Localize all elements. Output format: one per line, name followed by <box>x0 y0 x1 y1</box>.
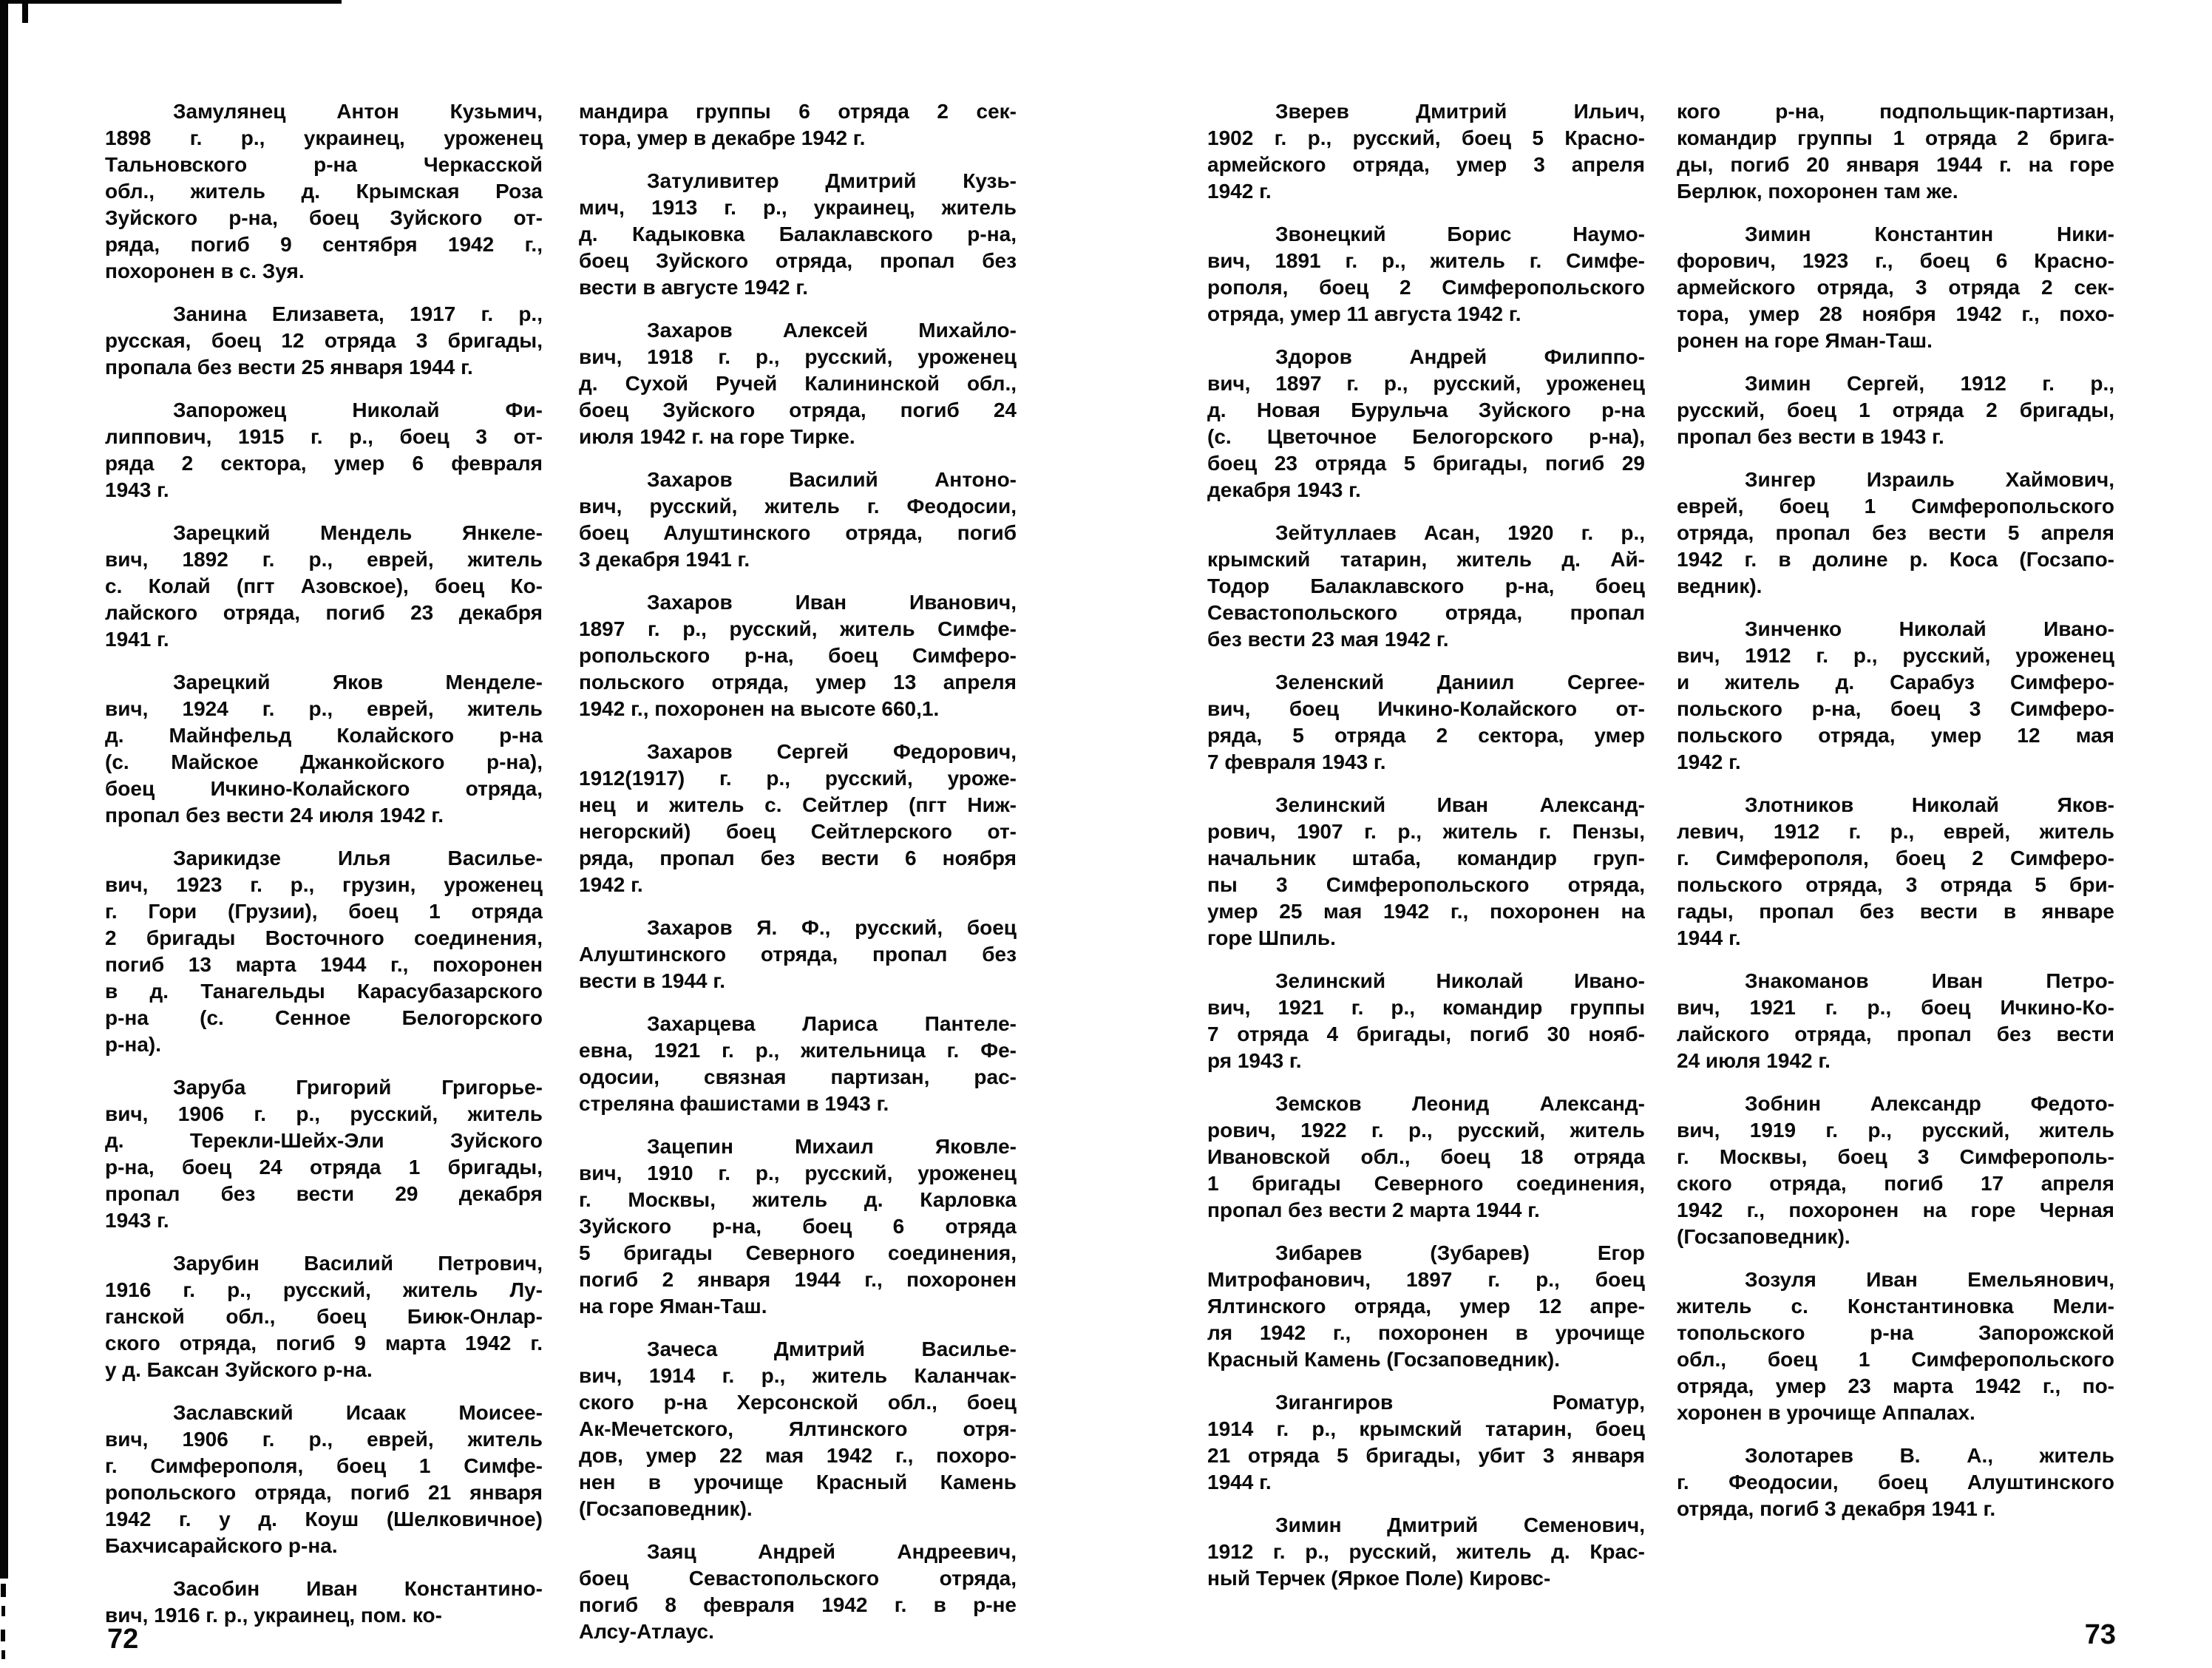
entry-line: похоронен в с. Зуя. <box>105 260 305 282</box>
memorial-entry <box>105 98 543 285</box>
entry-line: вести в 1944 г. <box>579 969 726 992</box>
entry-line: Зобнин Александр Федото- <box>1745 1092 2114 1115</box>
memorial-entry <box>579 739 1017 898</box>
entry-line: Зацепин Михаил Яковле- <box>647 1135 1017 1158</box>
memorial-entry <box>1677 1091 2114 1250</box>
entry-line: д. Новая Бурульча Зуйского р-на <box>1207 399 1645 421</box>
entry-line: евна, 1921 г. р., жительница г. Фе- <box>579 1039 1017 1062</box>
entry-line: еврей, боец 1 Симферопольского <box>1677 495 2114 518</box>
entry-line: 1914 г. р., крымский татарин, боец <box>1207 1417 1645 1440</box>
entry-line: 1942 г., похоронен на горе Черная <box>1677 1199 2114 1221</box>
entry-line: 7 отряда 4 бригады, погиб 30 нояб- <box>1207 1023 1645 1045</box>
entry-line: отряда, умер 11 августа 1942 г. <box>1207 302 1521 325</box>
scan-edge-speck <box>1 1630 5 1641</box>
entry-line: обл., житель д. Крымская Роза <box>105 180 543 203</box>
entry-line: Берлюк, похоронен там же. <box>1677 180 1958 203</box>
scan-edge-left-bar <box>0 0 8 1579</box>
entry-line: ря 1943 г. <box>1207 1049 1302 1072</box>
entry-line: 1942 г. <box>579 873 643 896</box>
entry-line: 1942 г. у д. Коуш (Шелковичное) <box>105 1508 543 1530</box>
entry-line: боец Зуйского отряда, погиб 24 <box>579 399 1017 421</box>
entry-line: русская, боец 12 отряда 3 бригады, <box>105 329 543 352</box>
entry-line: Здоров Андрей Филиппо- <box>1275 345 1645 368</box>
memorial-entry <box>579 1539 1017 1645</box>
entry-line: пропал без вести 24 июля 1942 г. <box>105 804 444 827</box>
entry-line: без вести 23 мая 1942 г. <box>1207 628 1449 651</box>
memorial-entry <box>579 168 1017 301</box>
entry-line: г. Симферополя, боец 2 Симферо- <box>1677 847 2114 869</box>
entry-line: дов, умер 22 мая 1942 г., похоро- <box>579 1444 1017 1467</box>
entry-line: вич, 1897 г. р., русский, уроженец <box>1207 372 1645 395</box>
entry-line: лайского отряда, погиб 23 декабря <box>105 601 543 624</box>
entry-line: горе Шпиль. <box>1207 926 1336 949</box>
entry-line: ского отряда, погиб 9 марта 1942 г. <box>105 1332 543 1355</box>
text-column-2 <box>579 98 1017 1661</box>
entry-line: д. Сухой Ручей Калининской обл., <box>579 372 1017 395</box>
memorial-entry <box>579 317 1017 450</box>
entry-line: вич, 1918 г. р., русский, уроженец <box>579 345 1017 368</box>
entry-line: р-на (с. Сенное Белогорского <box>105 1006 543 1029</box>
entry-line: Замулянец Антон Кузьмич, <box>173 100 543 123</box>
memorial-entry <box>105 520 543 653</box>
entry-line: пропал без вести 2 марта 1944 г. <box>1207 1199 1540 1221</box>
entry-line: Захаров Я. Ф., русский, боец <box>647 916 1017 939</box>
entry-line: на горе Яман-Таш. <box>579 1295 767 1318</box>
entry-line: Заруба Григорий Григорье- <box>173 1076 543 1099</box>
entry-line: Зелинский Николай Ивано- <box>1275 969 1645 992</box>
entry-line: рополя, боец 2 Симферопольского <box>1207 276 1645 299</box>
entry-line: 1 бригады Северного соединения, <box>1207 1172 1645 1195</box>
entry-line: июля 1942 г. на горе Тирке. <box>579 425 855 448</box>
memorial-entry <box>1677 616 2114 776</box>
entry-line: Захаров Алексей Михайло- <box>647 319 1017 342</box>
entry-line: стреляна фашистами в 1943 г. <box>579 1092 889 1115</box>
entry-line: ского р-на Херсонской обл., боец <box>579 1391 1017 1414</box>
entry-line: Тальновского р-на Черкасской <box>105 153 543 176</box>
entry-line: армейского отряда, умер 3 апреля <box>1207 153 1645 176</box>
memorial-entry <box>579 915 1017 994</box>
memorial-entry <box>579 1133 1017 1320</box>
text-column-4 <box>1677 98 2114 1539</box>
entry-line: вич, боец Ичкино-Колайского от- <box>1207 697 1645 720</box>
entry-line: Заяц Андрей Андреевич, <box>647 1540 1017 1563</box>
entry-line: боец Севастопольского отряда, <box>579 1567 1017 1590</box>
entry-line: 1942 г. в долине р. Коса (Госзапо- <box>1677 548 2114 571</box>
entry-line: Тодор Балаклавского р-на, боец <box>1207 574 1645 597</box>
entry-line: г. Феодосии, боец Алуштинского <box>1677 1471 2114 1494</box>
entry-line: (Госзаповедник). <box>579 1497 753 1520</box>
entry-line: 1942 г., похоронен на высоте 660,1. <box>579 697 940 720</box>
entry-line: Зарикидзе Илья Василье- <box>173 847 543 869</box>
entry-line: польского отряда, умер 13 апреля <box>579 671 1017 694</box>
entry-line: Зуйского р-на, боец 6 отряда <box>579 1215 1017 1238</box>
memorial-entry <box>1677 1442 2114 1522</box>
entry-line: Митрофанович, 1897 г. р., боец <box>1207 1268 1645 1291</box>
entry-line: отряда, пропал без вести 5 апреля <box>1677 521 2114 544</box>
entry-line: Бахчисарайского р-на. <box>105 1534 338 1557</box>
scan-edge-speck <box>1 1606 5 1616</box>
entry-line: г. Гори (Грузии), боец 1 отряда <box>105 900 543 923</box>
scan-edge-speck <box>22 3 28 23</box>
memorial-entry <box>1207 669 1645 776</box>
memorial-entry <box>579 1336 1017 1522</box>
entry-line: ронен на горе Яман-Таш. <box>1677 329 1933 352</box>
entry-line: декабря 1943 г. <box>1207 478 1361 501</box>
entry-line: Зарецкий Мендель Янкеле- <box>173 521 543 544</box>
entry-line: боец Ичкино-Колайского отряда, <box>105 777 543 800</box>
entry-line: 1944 г. <box>1207 1471 1272 1494</box>
entry-line: (с. Цветочное Белогорского р-на), <box>1207 425 1645 448</box>
entry-line: ского отряда, погиб 17 апреля <box>1677 1172 2114 1195</box>
memorial-entry-continuation <box>1677 98 2114 205</box>
entry-line: Зигангиров Роматур, <box>1275 1391 1645 1414</box>
entry-line: липпович, 1915 г. р., боец 3 от- <box>105 425 543 448</box>
entry-line: вич, 1923 г. р., грузин, уроженец <box>105 873 543 896</box>
entry-line: Занина Елизавета, 1917 г. р., <box>173 302 543 325</box>
entry-line: тора, умер в декабре 1942 г. <box>579 126 866 149</box>
entry-line: вич, 1892 г. р., еврей, житель <box>105 548 543 571</box>
entry-line: ряда, пропал без вести 6 ноября <box>579 847 1017 869</box>
entry-line: д. Майнфельд Колайского р-на <box>105 724 543 747</box>
entry-line: Севастопольского отряда, пропал <box>1207 601 1645 624</box>
entry-line: г. Москвы, боец 3 Симферополь- <box>1677 1145 2114 1168</box>
entry-line: вич, 1921 г. р., командир группы <box>1207 996 1645 1019</box>
entry-line: лайского отряда, пропал без вести <box>1677 1023 2114 1045</box>
entry-line: вич, 1891 г. р., житель г. Симфе- <box>1207 249 1645 272</box>
entry-line: 2 бригады Восточного соединения, <box>105 926 543 949</box>
entry-line: армейского отряда, 3 отряда 2 сек- <box>1677 276 2114 299</box>
entry-line: Захаров Василий Антоно- <box>647 468 1017 491</box>
entry-line: 1912(1917) г. р., русский, уроже- <box>579 767 1017 790</box>
memorial-entry <box>1207 1389 1645 1496</box>
entry-line: Зарубин Василий Петрович, <box>173 1252 543 1275</box>
entry-line: Зарецкий Яков Менделе- <box>173 671 543 694</box>
entry-line: Захаров Иван Иванович, <box>647 591 1017 614</box>
entry-line: 7 февраля 1943 г. <box>1207 750 1386 773</box>
entry-line: форович, 1923 г., боец 6 Красно- <box>1677 249 2114 272</box>
entry-line: Алсу-Атлаус. <box>579 1620 714 1643</box>
entry-line: д. Терекли-Шейх-Эли Зуйского <box>105 1129 543 1152</box>
entry-line: пропал без вести 29 декабря <box>105 1182 543 1205</box>
scan-edge-speck <box>1 1650 5 1659</box>
entry-line: мандира группы 6 отряда 2 сек- <box>579 100 1017 123</box>
entry-line: (Госзаповедник). <box>1677 1225 1850 1248</box>
memorial-entry <box>105 1250 543 1383</box>
entry-line: умер 25 мая 1942 г., похоронен на <box>1207 900 1645 923</box>
entry-line: Золотарев В. А., житель <box>1745 1444 2114 1467</box>
memorial-entry <box>1677 792 2114 952</box>
memorial-entry <box>105 845 543 1058</box>
entry-line: польского р-на, боец 3 Симферо- <box>1677 697 2114 720</box>
entry-line: 5 бригады Северного соединения, <box>579 1241 1017 1264</box>
entry-line: боец Алуштинского отряда, погиб <box>579 521 1017 544</box>
memorial-entry <box>1207 1240 1645 1373</box>
entry-line: ряда, погиб 9 сентября 1942 г., <box>105 233 543 256</box>
entry-line: крымский татарин, житель д. Ай- <box>1207 548 1645 571</box>
entry-line: Зуйского р-на, боец Зуйского от- <box>105 206 543 229</box>
entry-line: у д. Баксан Зуйского р-на. <box>105 1358 373 1381</box>
entry-line: кого р-на, подпольщик-партизан, <box>1677 100 2114 123</box>
memorial-entry <box>1207 520 1645 653</box>
text-column-1 <box>105 98 543 1645</box>
entry-line: 24 июля 1942 г. <box>1677 1049 1831 1072</box>
entry-line: Зингер Израиль Хаймович, <box>1745 468 2114 491</box>
entry-line: рович, 1907 г. р., житель г. Пензы, <box>1207 820 1645 843</box>
memorial-entry <box>105 1074 543 1234</box>
entry-line: погиб 2 января 1944 г., похоронен <box>579 1268 1017 1291</box>
entry-line: Захарцева Лариса Пантеле- <box>647 1012 1017 1035</box>
entry-line: 1897 г. р., русский, житель Симфе- <box>579 617 1017 640</box>
entry-line: ряда 2 сектора, умер 6 февраля <box>105 452 543 475</box>
entry-line: Ак-Мечетского, Ялтинского отря- <box>579 1417 1017 1440</box>
entry-line: Зачеса Дмитрий Василье- <box>647 1338 1017 1360</box>
memorial-entry <box>1677 221 2114 354</box>
entry-line: вич, 1910 г. р., русский, уроженец <box>579 1162 1017 1184</box>
memorial-entry <box>1677 467 2114 600</box>
entry-line: командир группы 1 отряда 2 брига- <box>1677 126 2114 149</box>
entry-line: Красный Камень (Госзаповедник). <box>1207 1348 1561 1371</box>
memorial-entry <box>105 301 543 381</box>
entry-line: вести в августе 1942 г. <box>579 276 808 299</box>
entry-line: топольского р-на Запорожской <box>1677 1321 2114 1344</box>
entry-line: Ялтинского отряда, умер 12 апре- <box>1207 1295 1645 1318</box>
memorial-entry <box>105 1576 543 1629</box>
entry-line: мич, 1913 г. р., украинец, житель <box>579 196 1017 219</box>
entry-line: начальник штаба, командир груп- <box>1207 847 1645 869</box>
entry-line: 1943 г. <box>105 478 169 501</box>
entry-line: 1912 г. р., русский, житель д. Крас- <box>1207 1540 1645 1563</box>
entry-line: погиб 13 марта 1944 г., похоронен <box>105 953 543 976</box>
entry-line: д. Кадыковка Балаклавского р-на, <box>579 223 1017 245</box>
entry-line: Зейтуллаев Асан, 1920 г. р., <box>1275 521 1645 544</box>
entry-line: Алуштинского отряда, пропал без <box>579 943 1017 966</box>
memorial-entry <box>105 1400 543 1559</box>
entry-line: вич, 1924 г. р., еврей, житель <box>105 697 543 720</box>
entry-line: польского отряда, 3 отряда 5 бри- <box>1677 873 2114 896</box>
scan-edge-top-strip <box>0 0 342 4</box>
entry-line: вич, 1921 г. р., боец Ичкино-Ко- <box>1677 996 2114 1019</box>
entry-line: вич, 1914 г. р., житель Каланчак- <box>579 1364 1017 1387</box>
memorial-entry <box>1677 370 2114 450</box>
entry-line: Зелинский Иван Александ- <box>1275 793 1645 816</box>
entry-line: польского отряда, умер 12 мая <box>1677 724 2114 747</box>
entry-line: 1898 г. р., украинец, уроженец <box>105 126 543 149</box>
entry-line: ведник). <box>1677 574 1763 597</box>
entry-line: р-на, боец 24 отряда 1 бригады, <box>105 1156 543 1179</box>
entry-line: вич, 1919 г. р., русский, житель <box>1677 1119 2114 1142</box>
entry-line: 1902 г. р., русский, боец 5 Красно- <box>1207 126 1645 149</box>
entry-line: Звонецкий Борис Наумо- <box>1275 223 1645 245</box>
entry-line: Зибарев (Зубарев) Егор <box>1275 1241 1645 1264</box>
entry-line: Зеленский Даниил Сергее- <box>1275 671 1645 694</box>
entry-line: Злотников Николай Яков- <box>1745 793 2114 816</box>
entry-line: Зимин Сергей, 1912 г. р., <box>1745 372 2114 395</box>
entry-line: негорский) боец Сейтлерского от- <box>579 820 1017 843</box>
entry-line: нец и житель с. Сейтлер (пгт Ниж- <box>579 793 1017 816</box>
entry-line: тора, умер 28 ноября 1942 г., похо- <box>1677 302 2114 325</box>
entry-line: отряда, умер 23 марта 1942 г., по- <box>1677 1374 2114 1397</box>
page-number-right: 73 <box>2084 1619 2116 1650</box>
entry-line: русский, боец 1 отряда 2 бригады, <box>1677 399 2114 421</box>
entry-line: Засобин Иван Константино- <box>173 1577 543 1600</box>
entry-line: ропольского отряда, погиб 21 января <box>105 1481 543 1504</box>
entry-line: пропал без вести в 1943 г. <box>1677 425 1944 448</box>
entry-line: Земсков Леонид Александ- <box>1275 1092 1645 1115</box>
entry-line: Затуливитер Дмитрий Кузь- <box>647 169 1017 192</box>
entry-line: Зверев Дмитрий Ильич, <box>1275 100 1645 123</box>
memorial-entry <box>1207 792 1645 952</box>
entry-line: житель с. Константиновка Мели- <box>1677 1295 2114 1318</box>
entry-line: 21 отряда 5 бригады, убит 3 января <box>1207 1444 1645 1467</box>
entry-line: в д. Танагельды Карасубазарского <box>105 980 543 1003</box>
entry-line: ля 1942 г., похоронен в урочище <box>1207 1321 1645 1344</box>
memorial-entry <box>1207 98 1645 205</box>
entry-line: Запорожец Николай Фи- <box>173 399 543 421</box>
entry-line: рович, 1922 г. р., русский, житель <box>1207 1119 1645 1142</box>
entry-line: р-на). <box>105 1033 162 1056</box>
entry-line: обл., боец 1 Симферопольского <box>1677 1348 2114 1371</box>
entry-line: Зимин Дмитрий Семенович, <box>1275 1513 1645 1536</box>
memorial-entry <box>105 669 543 829</box>
entry-line: вич, 1906 г. р., еврей, житель <box>105 1428 543 1451</box>
entry-line: Зимин Константин Ники- <box>1745 223 2114 245</box>
memorial-entry-continuation <box>579 98 1017 152</box>
entry-line: ный Терчек (Яркое Поле) Кировс- <box>1207 1567 1551 1590</box>
entry-line: Зозуля Иван Емельянович, <box>1745 1268 2114 1291</box>
entry-line: с. Колай (пгт Азовское), боец Ко- <box>105 574 543 597</box>
entry-line: 1942 г. <box>1207 180 1272 203</box>
entry-line: одосии, связная партизан, рас- <box>579 1065 1017 1088</box>
entry-line: г. Москвы, житель д. Карловка <box>579 1188 1017 1211</box>
memorial-entry <box>1207 1512 1645 1592</box>
entry-line: и житель д. Сарабуз Симферо- <box>1677 671 2114 694</box>
entry-line: отряда, погиб 3 декабря 1941 г. <box>1677 1497 1996 1520</box>
memorial-entry <box>1677 1267 2114 1426</box>
entry-line: Зинченко Николай Ивано- <box>1745 617 2114 640</box>
memorial-entry <box>579 467 1017 573</box>
entry-line: ряда, 5 отряда 2 сектора, умер <box>1207 724 1645 747</box>
entry-line: нен в урочище Красный Камень <box>579 1471 1017 1494</box>
entry-line: 3 декабря 1941 г. <box>579 548 750 571</box>
entry-line: пы 3 Симферопольского отряда, <box>1207 873 1645 896</box>
entry-line: г. Симферополя, боец 1 Симфе- <box>105 1454 543 1477</box>
page-number-left: 72 <box>107 1624 139 1655</box>
memorial-entry <box>1207 221 1645 328</box>
entry-line: вич, 1912 г. р., русский, уроженец <box>1677 644 2114 667</box>
memorial-entry <box>1677 968 2114 1074</box>
entry-line: Ивановской обл., боец 18 отряда <box>1207 1145 1645 1168</box>
entry-line: 1943 г. <box>105 1209 169 1232</box>
text-column-3 <box>1207 98 1645 1608</box>
memorial-entry <box>105 397 543 504</box>
entry-line: 1944 г. <box>1677 926 1741 949</box>
entry-line: Захаров Сергей Федорович, <box>647 740 1017 763</box>
memorial-entry <box>579 589 1017 722</box>
memorial-entry <box>1207 968 1645 1074</box>
entry-line: 1942 г. <box>1677 750 1741 773</box>
entry-line: боец 23 отряда 5 бригады, погиб 29 <box>1207 452 1645 475</box>
entry-line: левич, 1912 г. р., еврей, житель <box>1677 820 2114 843</box>
entry-line: 1916 г. р., русский, житель Лу- <box>105 1278 543 1301</box>
entry-line: 1941 г. <box>105 628 169 651</box>
scan-edge-speck <box>1 1584 6 1597</box>
entry-line: хоронен в урочище Аппалах. <box>1677 1401 1975 1424</box>
entry-line: ды, погиб 20 января 1944 г. на горе <box>1677 153 2114 176</box>
entry-line: ропольского р-на, боец Симферо- <box>579 644 1017 667</box>
memorial-entry <box>1207 1091 1645 1224</box>
entry-line: пропала без вести 25 января 1944 г. <box>105 356 473 379</box>
entry-line: ганской обл., боец Биюк-Онлар- <box>105 1305 543 1328</box>
entry-line: вич, 1906 г. р., русский, житель <box>105 1102 543 1125</box>
entry-line: вич, 1916 г. р., украинец, пом. ко- <box>105 1604 442 1627</box>
entry-line: Знакоманов Иван Петро- <box>1745 969 2114 992</box>
entry-line: гады, пропал без вести в январе <box>1677 900 2114 923</box>
entry-line: боец Зуйского отряда, пропал без <box>579 249 1017 272</box>
entry-line: Заславский Исаак Моисее- <box>173 1401 543 1424</box>
memorial-entry <box>1207 344 1645 504</box>
memorial-entry <box>579 1011 1017 1117</box>
entry-line: вич, русский, житель г. Феодосии, <box>579 495 1017 518</box>
entry-line: погиб 8 февраля 1942 г. в р-не <box>579 1593 1017 1616</box>
entry-line: (с. Майское Джанкойского р-на), <box>105 750 543 773</box>
